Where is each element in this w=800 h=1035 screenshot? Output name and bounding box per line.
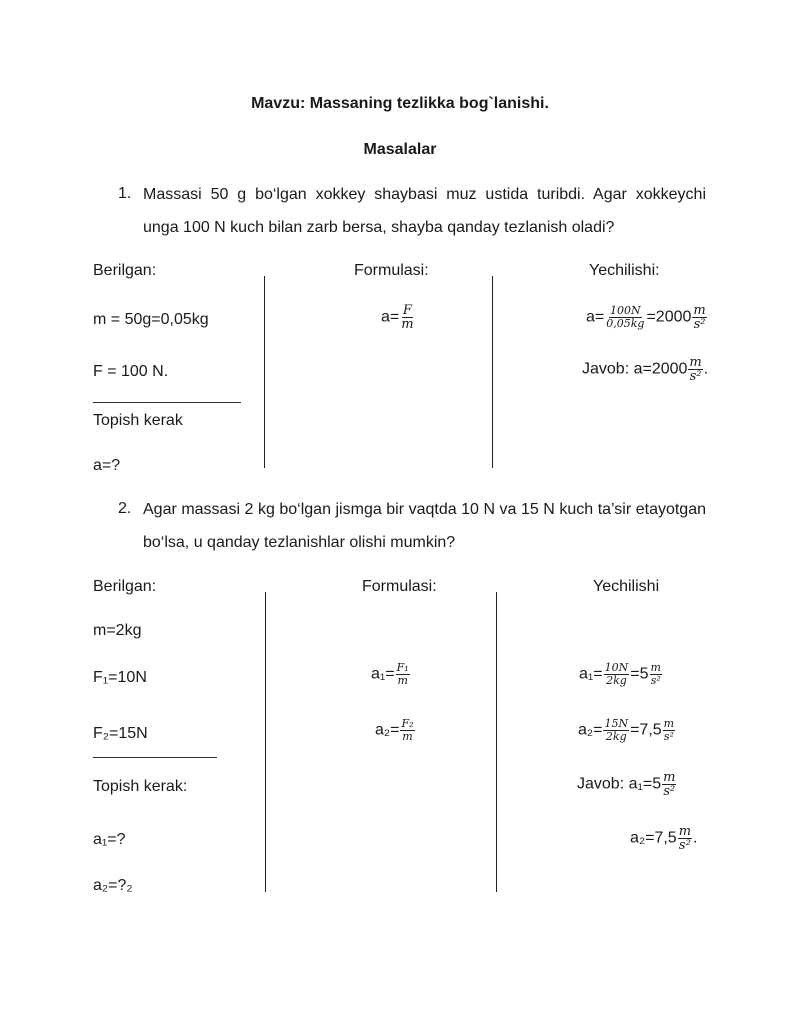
p2-ans1-unit <box>662 771 676 798</box>
p2-f2-fraction <box>400 718 414 743</box>
p1-solution <box>586 304 708 331</box>
p1-formula <box>381 304 416 331</box>
p2-divider-right <box>496 592 497 892</box>
p2-given-force2: F₂=15N <box>93 725 148 742</box>
p2-divider-left <box>265 592 266 892</box>
p1-sol-num: 100N <box>610 304 641 317</box>
page-title: Mavzu: Massaning tezlikka bog`lanishi. <box>251 95 549 112</box>
problem1-line1: Massasi 50 g bo‘lgan xokkey shaybasi muz ustida turibdi. Agar xokkeychi <box>143 186 706 203</box>
p1-answer-unit-num: m <box>689 355 702 370</box>
p2-ans2-end: . <box>693 829 698 847</box>
p2-given-separator <box>93 757 217 758</box>
p1-solution-header: Yechilishi: <box>589 262 660 279</box>
problem1-text <box>143 178 706 244</box>
p2-s2-unit <box>663 718 675 743</box>
p2-s1-lhs: a₁= <box>579 665 603 683</box>
p2-s1-fraction <box>604 662 630 687</box>
problem2-number: 2. <box>118 500 132 517</box>
p1-answer-end: . <box>703 360 709 378</box>
p1-given-separator <box>93 402 241 403</box>
p1-answer <box>582 356 708 383</box>
p2-s2-den: 2kg <box>605 730 627 743</box>
p2-formula-header: Formulasi: <box>362 578 437 595</box>
p1-given-mass: m = 50g=0,05kg <box>93 311 209 328</box>
p2-s2-num: 15N <box>604 717 629 730</box>
p2-answer1 <box>577 771 677 798</box>
p2-s1-unit-num: m <box>650 661 661 674</box>
p2-s2-fraction <box>603 718 629 743</box>
p2-s1-den: 2kg <box>606 674 627 687</box>
p2-ans1-unit-den: s² <box>663 784 676 799</box>
p1-answer-unit-den: s² <box>689 369 702 384</box>
p1-formula-num: F <box>402 303 412 318</box>
p1-answer-unit <box>688 356 702 383</box>
problem1-number: 1. <box>118 185 132 202</box>
p2-f1-num: F₁ <box>396 661 409 674</box>
p2-ans2-unit-den: s² <box>678 838 691 853</box>
p1-divider-right <box>492 276 493 468</box>
p2-find-header: Topish kerak: <box>93 778 188 795</box>
p1-sol-result: =2000 <box>646 308 692 326</box>
p1-answer-lhs: Javob: a=2000 <box>582 360 688 378</box>
problem1-line2: unga 100 N kuch bilan zarb bersa, shayba qanday tezlanish oladi? <box>143 219 615 236</box>
p2-f1-den: m <box>397 674 408 687</box>
p2-ans2-unit <box>678 825 692 852</box>
p1-sol-unit <box>692 304 706 331</box>
p2-find-a2: a₂=?₂ <box>93 877 133 894</box>
p2-solution-header: Yechilishi <box>593 578 660 595</box>
problem2-text <box>143 493 706 559</box>
p2-s2-result: =7,5 <box>630 721 662 739</box>
p2-given-header: Berilgan: <box>93 578 157 595</box>
p2-ans2-lhs: a₂=7,5 <box>630 829 677 847</box>
p2-f2-lhs: a₂= <box>375 721 400 739</box>
p2-answer2 <box>630 825 697 852</box>
p1-given-header: Berilgan: <box>93 262 157 279</box>
problem2-line2: bo‘lsa, u qanday tezlanishlar olishi mumkin? <box>143 534 456 551</box>
p2-formula2 <box>375 718 416 743</box>
p1-sol-den: 0,05kg <box>606 317 645 330</box>
p1-sol-lhs: a= <box>586 308 605 326</box>
section-heading: Masalalar <box>363 141 437 158</box>
p1-formula-fraction <box>400 304 414 331</box>
p2-solution1 <box>579 662 663 687</box>
p2-solution2 <box>578 718 676 743</box>
p2-ans2-unit-num: m <box>678 824 692 839</box>
p2-formula1 <box>371 662 411 687</box>
p2-given-force1: F₁=10N <box>93 669 147 686</box>
p1-find-a: a=? <box>93 457 121 474</box>
p1-sol-fraction <box>605 305 645 330</box>
p2-find-a1: a₁=? <box>93 831 126 848</box>
p2-s2-unit-den: s² <box>663 730 674 743</box>
p2-s1-unit-den: s² <box>650 674 661 687</box>
p1-sol-unit-den: s² <box>693 317 706 332</box>
p2-ans1-lhs: Javob: a₁=5 <box>577 775 662 793</box>
p2-f1-lhs: a₁= <box>371 665 395 683</box>
p1-sol-unit-num: m <box>693 303 706 318</box>
p1-given-force: F = 100 N. <box>93 363 169 380</box>
p2-f2-num: F₂ <box>401 717 414 730</box>
p2-s1-result: =5 <box>630 665 649 683</box>
problem2-line1: Agar massasi 2 kg bo‘lgan jismga bir vaqtda 10 N va 15 N kuch ta’sir etayotgan <box>143 501 706 518</box>
p1-formula-lhs: a= <box>381 308 400 326</box>
p2-s2-unit-num: m <box>663 717 675 730</box>
p2-given-mass: m=2kg <box>93 622 142 639</box>
p2-s2-lhs: a₂= <box>578 721 603 739</box>
p2-ans1-unit-num: m <box>663 770 676 785</box>
p2-s1-unit <box>650 662 662 687</box>
p2-f2-den: m <box>402 730 413 743</box>
p2-s1-num: 10N <box>604 661 629 674</box>
p1-formula-header: Formulasi: <box>354 262 429 279</box>
p1-formula-den: m <box>401 317 414 332</box>
p2-f1-fraction <box>396 662 410 687</box>
p1-find-header: Topish kerak <box>93 412 183 429</box>
p1-divider-left <box>264 276 265 468</box>
